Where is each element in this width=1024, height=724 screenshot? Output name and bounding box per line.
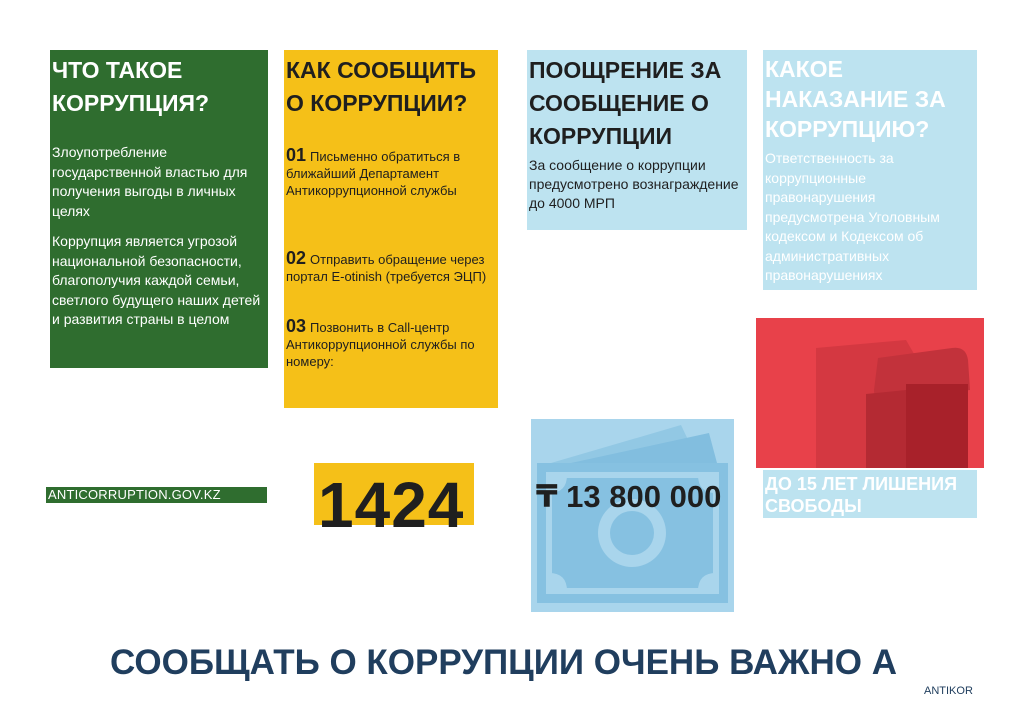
website-bar [46, 487, 267, 503]
reward-amount: ₸ 13 800 000 [536, 479, 722, 514]
report-step-3 [286, 318, 498, 370]
step-text: Отправить обращение через портал E-otinish (требуется ЭЦП) [286, 252, 487, 284]
reward-panel [527, 50, 747, 230]
step-text: Письменно обратиться в ближайший Департамент Антикоррупционной службы [286, 149, 461, 198]
punishment-title: КАКОЕ НАКАЗАНИЕ ЗА КОРРУПЦИЮ? [765, 56, 946, 142]
step-number: 02 [286, 248, 307, 268]
punishment-text: Ответственность за коррупционные правонарушения предусмотрена Уголовным кодексом и Кодексом об административных правонарушениях [765, 150, 940, 283]
corruption-threat-text: Коррупция является угрозой национальной безопасности, благополучия каждой семьи, светлого будущего наших детей и развития страны в целом [52, 233, 261, 327]
how-to-report-title: КАК СООБЩИТЬ О КОРРУПЦИИ? [286, 57, 476, 116]
report-step-2 [286, 250, 498, 285]
step-text: Позвонить в Call-центр Антикоррупционной службы по номеру: [286, 320, 475, 369]
website-link[interactable]: ANTICORRUPTION.GOV.KZ [48, 487, 221, 502]
brand-label: ANTIKOR [924, 685, 973, 697]
punishment-image [756, 318, 984, 468]
what-is-corruption-panel [50, 50, 268, 368]
report-step-1 [286, 147, 498, 199]
slogan: СООБЩАТЬ О КОРРУПЦИИ ОЧЕНЬ ВАЖНО А [110, 643, 898, 682]
key-icon [756, 318, 984, 468]
punishment-panel [763, 50, 977, 290]
punishment-caption: ДО 15 ЛЕТ ЛИШЕНИЯ СВОБОДЫ [765, 474, 958, 516]
how-to-report-panel [284, 50, 498, 408]
step-number: 01 [286, 145, 307, 165]
banknote-icon [531, 419, 734, 612]
reward-text: За сообщение о коррупции предусмотрено вознаграждение до 4000 МРП [529, 157, 739, 211]
punishment-caption-box [763, 470, 977, 518]
what-is-corruption-title: ЧТО ТАКОЕ КОРРУПЦИЯ? [52, 57, 210, 116]
step-number: 03 [286, 316, 307, 336]
reward-title: ПООЩРЕНИЕ ЗА СООБЩЕНИЕ О КОРРУПЦИИ [529, 57, 722, 149]
hotline-box [314, 463, 474, 541]
hotline-number: 1424 [318, 469, 465, 541]
corruption-definition: Злоупотребление государственной властью для получения выгоды в личных целях [52, 144, 248, 219]
money-image [531, 419, 734, 612]
